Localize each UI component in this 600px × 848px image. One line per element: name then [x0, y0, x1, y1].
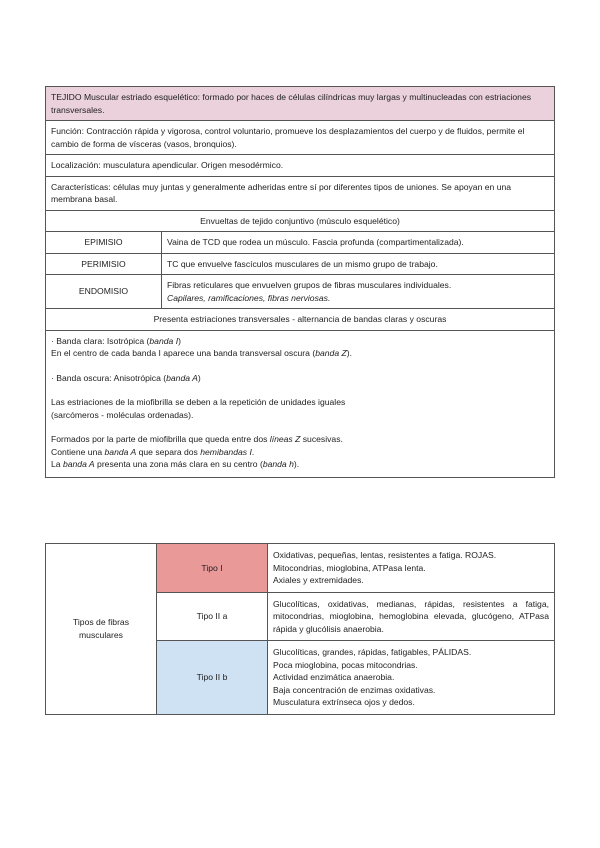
table-row	[46, 275, 555, 309]
tipo-iib-desc: Glucolíticas, grandes, rápidas, fatigables, PÁLIDAS. Poca mioglobina, pocas mitocondrias. Actividad enzimática anaerobia. Baja concentración de enzimas oxidativas. Musculatura extrínseca ojos y dedos.	[268, 641, 555, 715]
localizacion-text: Localización: musculatura apendicular. Origen mesodérmico.	[51, 160, 284, 170]
tipo-i-desc: Oxidativas, pequeñas, lentas, resistentes a fatiga. ROJAS. Mitocondrias, mioglobina, ATPasa lenta. Axiales y extremidades.	[268, 544, 555, 593]
muscle-tissue-table	[45, 86, 555, 478]
tipo-iia-desc: Glucolíticas, oxidativas, medianas, rápidas, resistentes a fatiga, mitocondrias, mioglobina, hemoglobina elevada, glucógeno, ATPasa rápida y glucólisis anaerobia.	[268, 592, 555, 641]
contiene-line: Contiene una banda A que separa dos hemibandas I.	[51, 446, 255, 457]
table-row	[46, 544, 555, 593]
endomisio-label: ENDOMISIO	[46, 275, 162, 309]
caracteristicas-text: Características: células muy juntas y generalmente adheridas entre sí por diferentes tipos de uniones. Se apoyan en una membrana basal.	[51, 181, 512, 204]
banda-oscura-line: · Banda oscura: Anisotrópica (banda A)	[51, 372, 201, 383]
title-text: TEJIDO Muscular estriado esquelético: formado por haces de células cilíndricas muy largas y multinucleadas con estriaciones transversales.	[51, 92, 532, 115]
envueltas-heading: Envueltas de tejido conjuntivo (músculo esquelético)	[46, 210, 555, 232]
endomisio-desc: Fibras reticulares que envuelven grupos de fibras musculares individuales. Capilares, ramificaciones, fibras nerviosas.	[162, 275, 555, 309]
title-cell	[46, 87, 555, 121]
fiber-types-label: Tipos de fibras musculares	[46, 544, 157, 715]
miofibrilla-line-2: (sarcómeros - moléculas ordenadas).	[51, 409, 194, 420]
tipo-iia-label: Tipo II a	[157, 592, 268, 641]
table-row	[46, 253, 555, 275]
miofibrilla-line-1: Las estriaciones de la miofibrilla se deben a la repetición de unidades iguales	[51, 397, 346, 407]
estriaciones-heading: Presenta estriaciones transversales - alternancia de bandas claras y oscuras	[46, 309, 555, 331]
perimisio-label: PERIMISIO	[46, 253, 162, 275]
formados-line: Formados por la parte de miofibrilla que queda entre dos líneas Z sucesivas.	[51, 434, 343, 444]
localizacion-cell	[46, 155, 555, 177]
banda-i-line: En el centro de cada banda I aparece una banda transversal oscura (banda Z).	[51, 348, 352, 358]
epimisio-label: EPIMISIO	[46, 232, 162, 254]
banda-clara-line: · Banda clara: Isotrópica (banda I)	[51, 335, 181, 346]
funcion-text: Función: Contracción rápida y vigorosa, control voluntario, promueve los desplazamientos del cuerpo y de fluidos, permite el cambio de forma de vísceras (vasos, bronquios).	[51, 126, 525, 149]
tipo-i-label: Tipo I	[157, 544, 268, 593]
fiber-types-table	[45, 543, 555, 715]
perimisio-desc: TC que envuelve fascículos musculares de un mismo grupo de trabajo.	[162, 253, 555, 275]
caracteristicas-cell	[46, 176, 555, 210]
epimisio-desc: Vaina de TCD que rodea un músculo. Fascia profunda (compartimentalizada).	[162, 232, 555, 254]
table-row	[46, 232, 555, 254]
estriaciones-notes	[46, 330, 555, 477]
tipo-iib-label: Tipo II b	[157, 641, 268, 715]
la-banda-line: La banda A presenta una zona más clara en su centro (banda h).	[51, 459, 300, 469]
funcion-cell	[46, 121, 555, 155]
